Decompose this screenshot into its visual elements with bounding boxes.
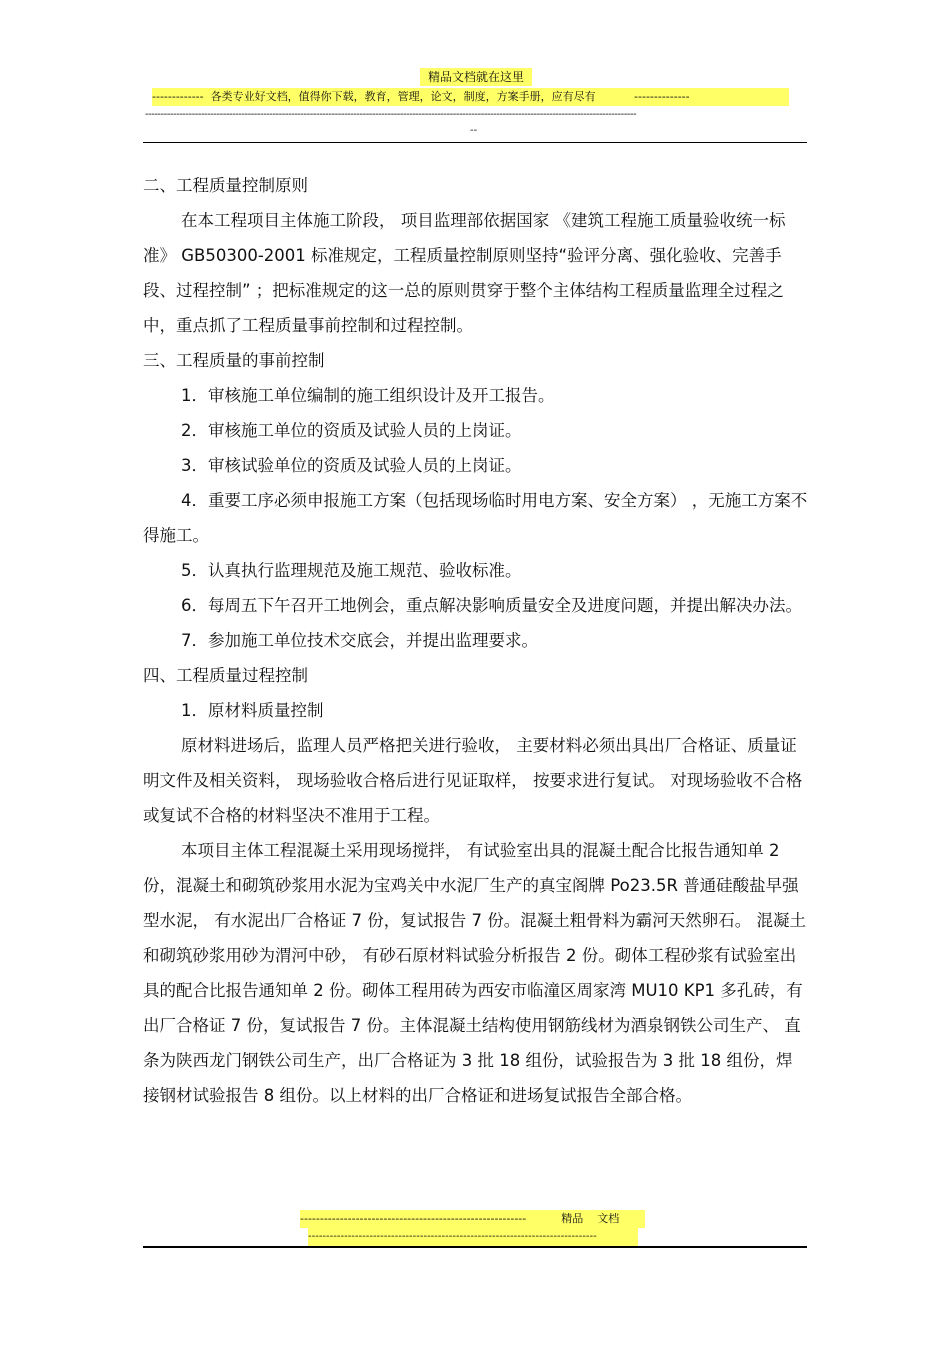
section-3-item-6: 6．每周五下午召开工地例会，重点解决影响质量安全及进度问题，并提出解决办法。 xyxy=(181,596,802,615)
section-4-item-1: 1．原材料质量控制 xyxy=(181,701,324,720)
header-title: 精品文档就在这里 xyxy=(420,68,532,86)
section-4-heading: 四、工程质量过程控制 xyxy=(143,666,308,685)
section-4-paragraph-1: 原材料进场后，监理人员严格把关进行验收， 主要材料必须出具出厂合格证、质量证明文件及相关资料， 现场验收合格后进行见证取样， 按要求进行复试。 对现场验收不合格或复试不合格的材料坚决不准用于工程。 xyxy=(143,736,803,825)
header-tagline: ------------- 各类专业好文档，值得你下载，教育，管理，论文，制度，方案手册，应有尽有 -------------- xyxy=(152,88,789,106)
section-4-paragraph-2: 本项目主体工程混凝土采用现场搅拌， 有试验室出具的混凝土配合比报告通知单 2 份，混凝土和砌筑砂浆用水泥为宝鸡关中水泥厂生产的真宝阁牌 Po23.5R 普通硅酸盐早强型水泥， 有水泥出厂合格证 7 份，复试报告 7 份。混凝土粗骨料为霸河天然卵石。 混凝土和砌筑砂浆用砂为渭河中砂， 有砂石原材料试验分析报告 2 份。砌体工程砂浆有试验室出具的配合比报告通知单 2 份。砌体工程用砖为西安市临潼区周家湾 MU10 KP1 多孔砖，有出厂合格证 7 份，复试报告 7 份。主体混凝土结构使用钢筋线材为酒泉钢铁公司生产、 直条为陕西龙门钢铁公司生产，出厂合格证为 3 批 18 组份，试验报告为 3 批 18 组份，焊接钢材试验报告 8 组份。以上材料的出厂合格证和进场复试报告全部合格。 xyxy=(143,841,806,1105)
section-3-item-7: 7．参加施工单位技术交底会，并提出监理要求。 xyxy=(181,631,538,650)
section-3-item-1: 1．审核施工单位编制的施工组织设计及开工报告。 xyxy=(181,386,555,405)
section-3-item-5: 5．认真执行监理规范及施工规范、验收标准。 xyxy=(181,561,522,580)
section-3-item-2: 2．审核施工单位的资质及试验人员的上岗证。 xyxy=(181,421,522,440)
header-rule xyxy=(143,142,807,143)
footer-rule xyxy=(143,1246,807,1248)
section-2-paragraph: 在本工程项目主体施工阶段， 项目监理部依据国家 《建筑工程施工质量验收统一标准》 GB50300-2001 标准规定，工程质量控制原则坚持“验评分离、强化验收、完善手段、过程控制” ；把标准规定的这一总的原则贯穿于整个主体结构工程质量监理全过程之中，重点抓了工程质量事前控制和过程控制。 xyxy=(143,211,786,335)
footer-line-2: -------------------------------------------------------------------------------- xyxy=(308,1228,638,1246)
section-3-item-4: 4．重要工序必须申报施工方案（包括现场临时用电方案、安全方案） ，无施工方案不得施工。 xyxy=(143,491,808,545)
section-3-heading: 三、工程质量的事前控制 xyxy=(143,351,325,370)
header-dash-line: -------------------------------------------------------------------------------------------------------------------------------------------------------------- xyxy=(145,109,637,120)
document-body xyxy=(143,168,808,1113)
section-3-item-3: 3．审核试验单位的资质及试验人员的上岗证。 xyxy=(181,456,522,475)
section-2-heading: 二、工程质量控制原则 xyxy=(143,176,308,195)
footer-line-1: --------------------------------------------------------- 精品 文档 xyxy=(300,1210,645,1228)
header-dash-short: -- xyxy=(470,125,478,136)
